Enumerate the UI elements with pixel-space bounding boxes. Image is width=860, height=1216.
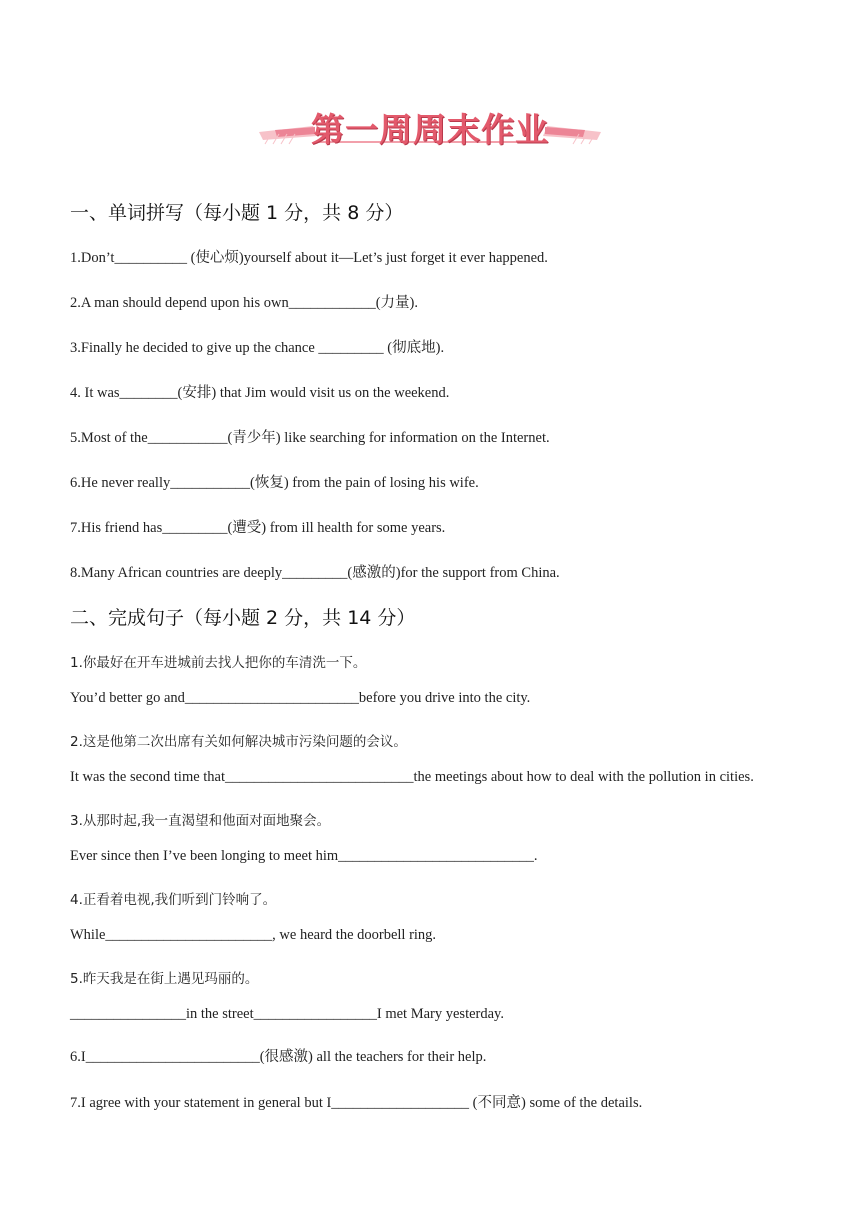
title-banner — [255, 100, 605, 152]
section2-heading: 二、完成句子（每小题 2 分，共 14 分） — [70, 607, 416, 629]
spelling-item-7: 7.His friend has_________(遭受) from ill health for some years. — [70, 520, 446, 536]
spelling-item-5: 5.Most of the___________(青少年) like searching for information on the Internet. — [70, 430, 550, 446]
spelling-item-3: 3.Finally he decided to give up the chance _________ (彻底地). — [70, 340, 445, 356]
sentence-prompt-3: 3.从那时起,我一直渴望和他面对面地聚会。 — [70, 813, 331, 829]
spelling-item-8: 8.Many African countries are deeply_________(感激的)for the support from China. — [70, 565, 560, 581]
sentence-answer-2: It was the second time that__________________________the meetings about how to deal with the pollution in cities. — [70, 769, 754, 785]
spelling-item-2: 2.A man should depend upon his own____________(力量). — [70, 295, 418, 311]
spelling-item-4: 4. It was________(安排) that Jim would visit us on the weekend. — [70, 385, 450, 401]
sentence-answer-4: While_______________________, we heard the doorbell ring. — [70, 927, 437, 943]
section1-heading: 一、单词拼写（每小题 1 分，共 8 分） — [70, 202, 404, 224]
sentence-prompt-1: 1.你最好在开车进城前去找人把你的车清洗一下。 — [70, 655, 367, 671]
sentence-answer-7: 7.I agree with your statement in general but I___________________ (不同意) some of the details. — [70, 1095, 643, 1111]
sentence-answer-5: ________________in the street_________________I met Mary yesterday. — [70, 1006, 504, 1022]
sentence-answer-1: You’d better go and________________________before you drive into the city. — [70, 690, 531, 706]
spelling-item-6: 6.He never really___________(恢复) from the pain of losing his wife. — [70, 475, 479, 491]
spelling-item-1: 1.Don’t__________ (使心烦)yourself about it—Let’s just forget it ever happened. — [70, 250, 548, 266]
page-title: 第一周周末作业 — [311, 110, 549, 149]
sentence-answer-3: Ever since then I’ve been longing to meet him___________________________. — [70, 848, 538, 864]
sentence-prompt-5: 5.昨天我是在街上遇见玛丽的。 — [70, 971, 259, 987]
sentence-answer-6: 6.I________________________(很感激) all the teachers for their help. — [70, 1049, 487, 1065]
sentence-prompt-4: 4.正看着电视,我们听到门铃响了。 — [70, 892, 277, 908]
sentence-prompt-2: 2.这是他第二次出席有关如何解决城市污染问题的会议。 — [70, 734, 407, 750]
